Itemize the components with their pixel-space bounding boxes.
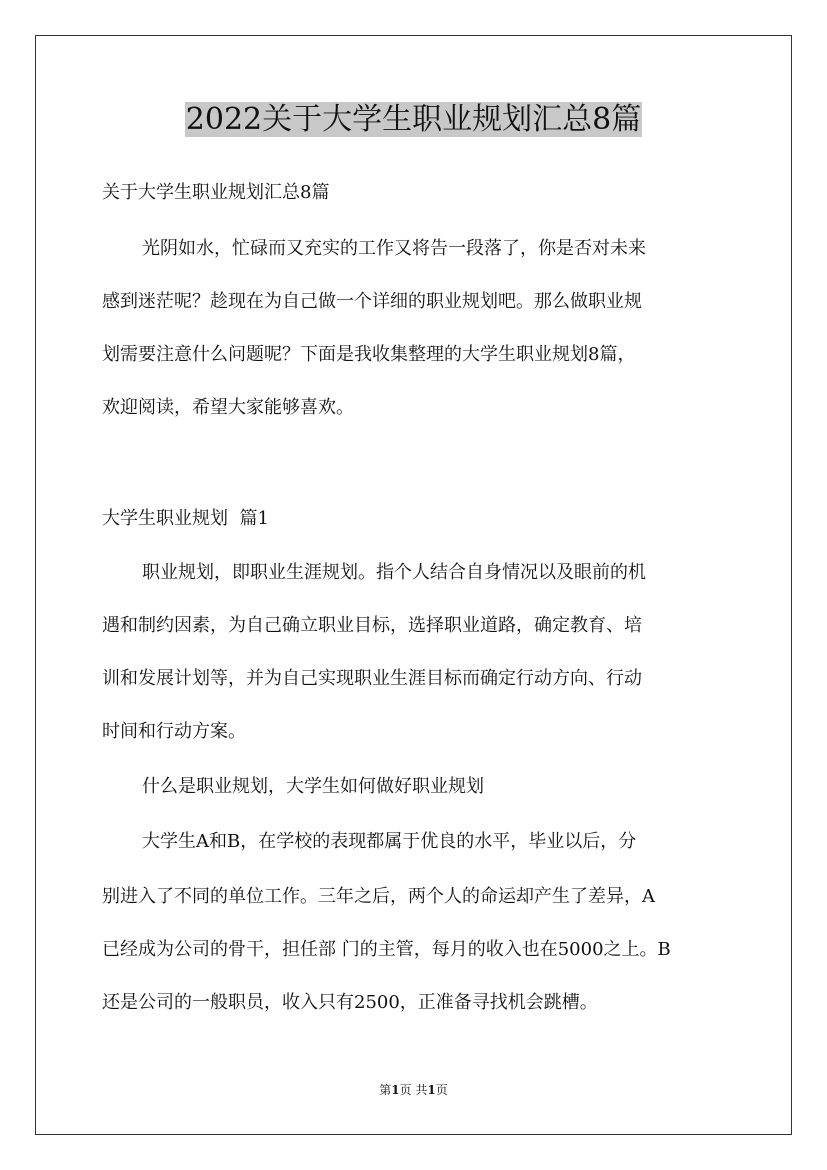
intro-line: 感到迷茫呢？趁现在为自己做一个详细的职业规划吧。那么做职业规: [102, 291, 642, 312]
intro-line: 划需要注意什么问题呢？下面是我收集整理的大学生职业规划8篇，: [102, 344, 636, 365]
intro-line: 光阴如水，忙碌而又充实的工作又将告一段落了，你是否对未来: [142, 238, 646, 259]
paragraph-line: 什么是职业规划，大学生如何做好职业规划: [142, 776, 484, 797]
intro-line: 欢迎阅读，希望大家能够喜欢。: [102, 397, 354, 418]
paragraph-line: 已经成为公司的骨干，担任部 门的主管，每月的收入也在5000之上。B: [102, 939, 671, 960]
paragraph-line: 时间和行动方案。: [102, 721, 246, 742]
paragraph-line: 大学生A和B，在学校的表现都属于优良的水平，毕业以后，分: [142, 831, 637, 852]
page-footer: 第1页 共1页: [379, 1083, 448, 1097]
document-title: 2022关于大学生职业规划汇总8篇: [185, 102, 642, 137]
paragraph-line: 训和发展计划等，并为自己实现职业生涯目标而确定行动方向、行动: [102, 668, 642, 689]
paragraph-line: 别进入了不同的单位工作。三年之后，两个人的命运却产生了差异，A: [102, 886, 655, 907]
paragraph-line: 职业规划，即职业生涯规划。指个人结合自身情况以及眼前的机: [142, 562, 646, 583]
paragraph-line: 还是公司的一般职员，收入只有2500，正准备寻找机会跳槽。: [102, 992, 598, 1013]
section-heading: 大学生职业规划 篇1: [102, 508, 269, 529]
subtitle: 关于大学生职业规划汇总8篇: [102, 182, 330, 203]
paragraph-line: 遇和制约因素，为自己确立职业目标，选择职业道路，确定教育、培: [102, 615, 642, 636]
